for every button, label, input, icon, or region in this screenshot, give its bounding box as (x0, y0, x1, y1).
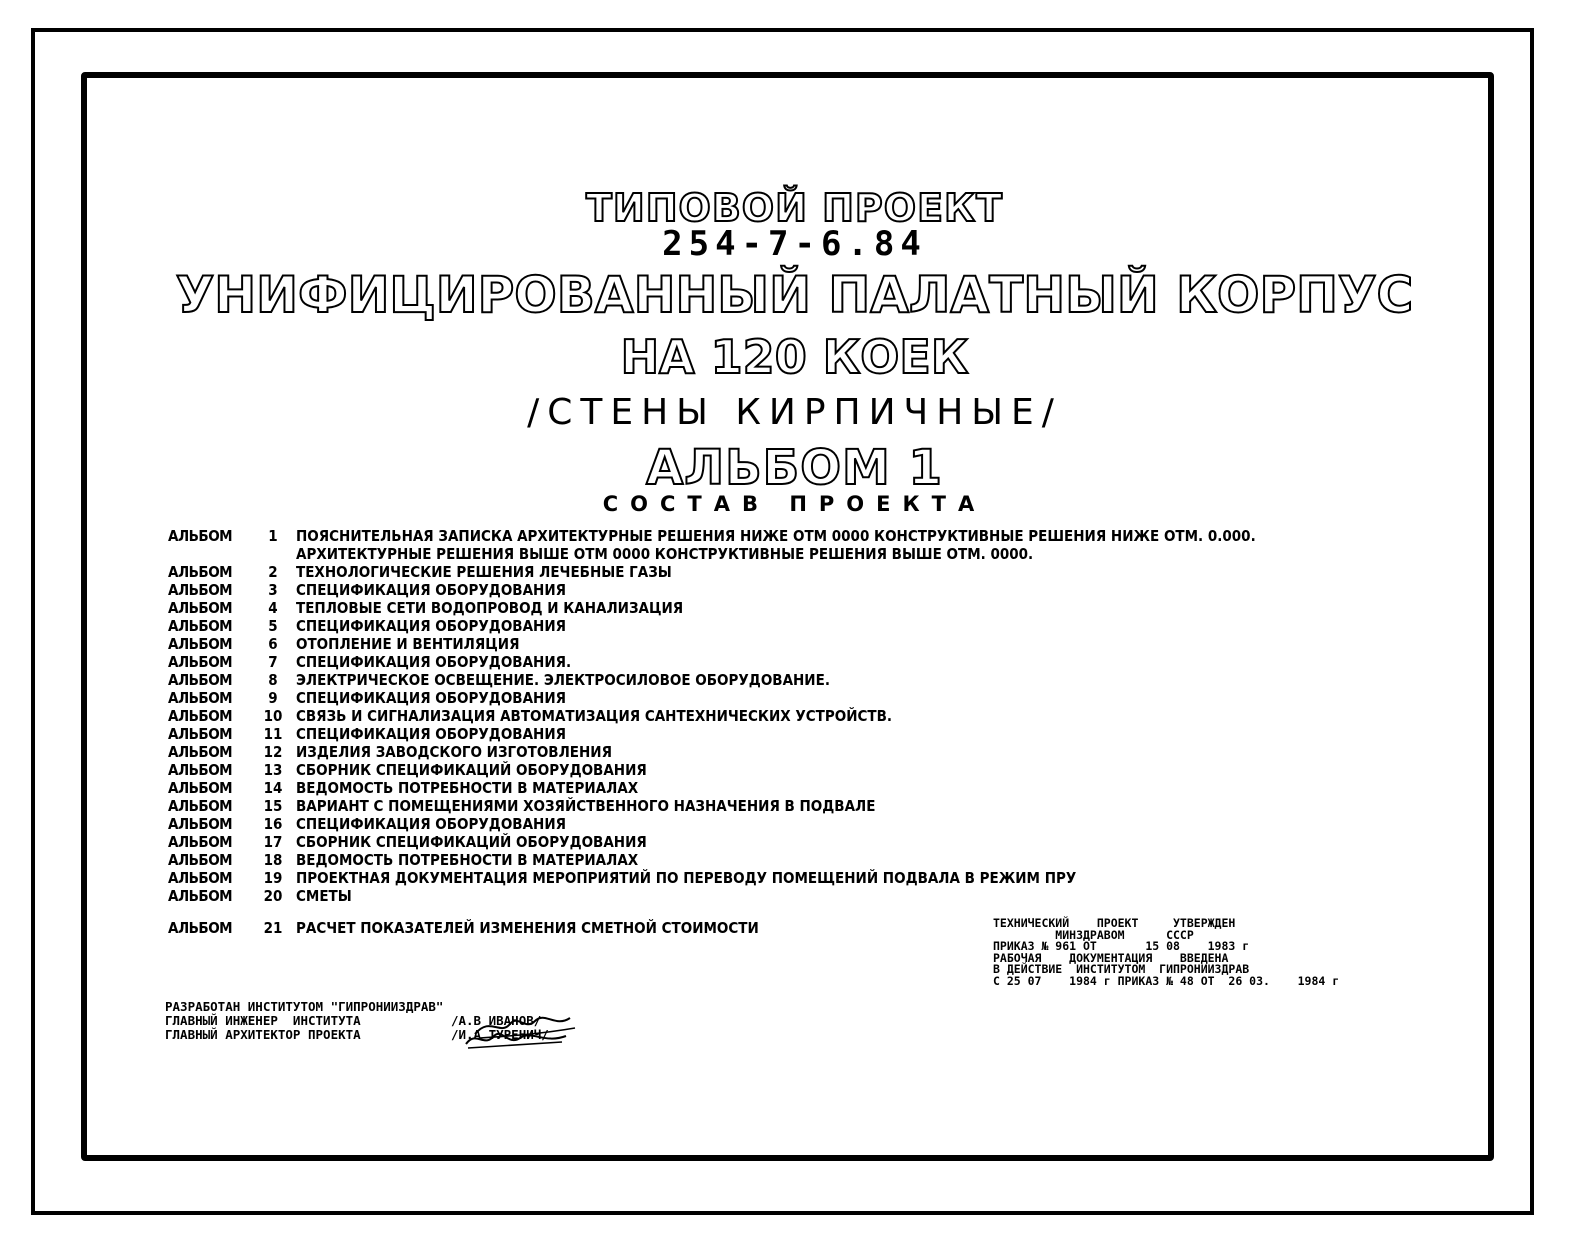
album-number: 3 (268, 581, 278, 599)
album-label: АЛЬБОМ (168, 815, 233, 833)
album-number: 15 (263, 797, 283, 815)
album-row (168, 671, 1368, 689)
album-label: АЛЬБОМ (168, 599, 233, 617)
album-number: 4 (268, 599, 278, 617)
album-label: АЛЬБОМ (168, 617, 233, 635)
album-row (168, 851, 1368, 869)
approval-line: ПРИКАЗ № 961 ОТ 15 08 1983 г (993, 939, 1250, 953)
album-row (168, 779, 1368, 797)
album-row (168, 689, 1368, 707)
album-label: АЛЬБОМ (168, 887, 233, 905)
album-label: АЛЬБОМ (168, 563, 233, 581)
album-row (168, 743, 1368, 761)
project-type-title: ТИПОВОЙ ПРОЕКТ (585, 186, 1004, 230)
album-list (168, 527, 1368, 937)
album-number: 14 (263, 779, 283, 797)
album-label: АЛЬБОМ (168, 779, 233, 797)
album-description: ВАРИАНТ С ПОМЕЩЕНИЯМИ ХОЗЯЙСТВЕННОГО НАЗНАЧЕНИЯ В ПОДВАЛЕ (296, 797, 876, 815)
approval-line: ТЕХНИЧЕСКИЙ ПРОЕКТ УТВЕРЖДЕН (993, 916, 1236, 930)
album-label: АЛЬБОМ (168, 689, 233, 707)
project-name: УНИФИЦИРОВАННЫЙ ПАЛАТНЫЙ КОРПУС (175, 266, 1414, 324)
approval-line: С 25 07 1984 г ПРИКАЗ № 48 ОТ 26 03. 1984 г (993, 973, 1340, 988)
album-row (168, 833, 1368, 851)
approval-line: РАБОЧАЯ ДОКУМЕНТАЦИЯ ВВЕДЕНА (993, 950, 1229, 965)
album-label: АЛЬБОМ (168, 707, 233, 725)
album-row (168, 617, 1368, 635)
developer-line: ГЛАВНЫЙ ИНЖЕНЕР ИНСТИТУТА /А.В ИВАНОВ/ (165, 1013, 542, 1028)
walls-subtitle: /СТЕНЫ КИРПИЧНЫЕ/ (527, 392, 1062, 433)
album-number: 12 (263, 743, 283, 761)
developer-line: РАЗРАБОТАН ИНСТИТУТОМ "ГИПРОНИИЗДРАВ" (165, 999, 444, 1014)
album-number: 16 (263, 815, 283, 833)
album-number: 21 (263, 919, 283, 937)
album-row (168, 869, 1368, 887)
album-description: СВЯЗЬ И СИГНАЛИЗАЦИЯ АВТОМАТИЗАЦИЯ САНТЕХНИЧЕСКИХ УСТРОЙСТВ. (296, 707, 893, 725)
album-description: ЭЛЕКТРИЧЕСКОЕ ОСВЕЩЕНИЕ. ЭЛЕКТРОСИЛОВОЕ ОБОРУДОВАНИЕ. (296, 671, 830, 689)
album-row (168, 887, 1368, 905)
album-row (168, 653, 1368, 671)
approval-line: МИНЗДРАВОМ СССР (993, 927, 1194, 942)
album-number: 9 (268, 689, 278, 707)
album-description: ТЕПЛОВЫЕ СЕТИ ВОДОПРОВОД И КАНАЛИЗАЦИЯ (296, 599, 684, 617)
album-row (168, 707, 1368, 725)
project-capacity: НА 120 КОЕК (620, 330, 969, 384)
album-row (168, 527, 1368, 545)
album-label: АЛЬБОМ (168, 725, 233, 743)
approval-line: В ДЕЙСТВИЕ ИНСТИТУТОМ ГИПРОНИИЗДРАВ (993, 962, 1250, 976)
album-description: ПРОЕКТНАЯ ДОКУМЕНТАЦИЯ МЕРОПРИЯТИЙ ПО ПЕРЕВОДУ ПОМЕЩЕНИЙ ПОДВАЛА В РЕЖИМ ПРУ (296, 869, 1077, 887)
composition-heading: СОСТАВ ПРОЕКТА (602, 492, 987, 516)
album-row (168, 761, 1368, 779)
album-row (168, 797, 1368, 815)
album-description: ТЕХНОЛОГИЧЕСКИЕ РЕШЕНИЯ ЛЕЧЕБНЫЕ ГАЗЫ (296, 563, 672, 581)
album-label: АЛЬБОМ (168, 869, 233, 887)
album-number: 8 (268, 671, 278, 689)
album-description: СПЕЦИФИКАЦИЯ ОБОРУДОВАНИЯ (296, 725, 567, 743)
album-description: ВЕДОМОСТЬ ПОТРЕБНОСТИ В МАТЕРИАЛАХ (296, 851, 639, 869)
album-label: АЛЬБОМ (168, 635, 233, 653)
album-number: 13 (263, 761, 283, 779)
album-number: 2 (268, 563, 278, 581)
album-row (168, 725, 1368, 743)
album-number: 5 (268, 617, 278, 635)
album-title: АЛЬБОМ 1 (646, 440, 943, 496)
album-label (168, 545, 250, 563)
album-description: ОТОПЛЕНИЕ И ВЕНТИЛЯЦИЯ (296, 635, 520, 653)
album-description: СБОРНИК СПЕЦИФИКАЦИЙ ОБОРУДОВАНИЯ (296, 833, 647, 851)
project-number: 254-7-6.84 (662, 224, 927, 264)
album-label: АЛЬБОМ (168, 833, 233, 851)
album-number: 7 (268, 653, 278, 671)
album-row (168, 635, 1368, 653)
album-description: ИЗДЕЛИЯ ЗАВОДСКОГО ИЗГОТОВЛЕНИЯ (296, 743, 612, 761)
album-description: СПЕЦИФИКАЦИЯ ОБОРУДОВАНИЯ (296, 617, 567, 635)
album-description: СПЕЦИФИКАЦИЯ ОБОРУДОВАНИЯ (296, 815, 567, 833)
album-label: АЛЬБОМ (168, 671, 233, 689)
album-label: АЛЬБОМ (168, 743, 233, 761)
album-description: ПОЯСНИТЕЛЬНАЯ ЗАПИСКА АРХИТЕКТУРНЫЕ РЕШЕНИЯ НИЖЕ ОТМ 0000 КОНСТРУКТИВНЫЕ РЕШЕНИЯ НИЖЕ ОТМ. 0.000. (296, 527, 1256, 545)
album-description: СБОРНИК СПЕЦИФИКАЦИЙ ОБОРУДОВАНИЯ (296, 761, 647, 779)
album-label: АЛЬБОМ (168, 919, 233, 937)
chief-architect-signature (462, 1026, 572, 1054)
album-label: АЛЬБОМ (168, 581, 233, 599)
album-number: 17 (263, 833, 283, 851)
album-label: АЛЬБОМ (168, 653, 233, 671)
album-number (250, 545, 296, 563)
album-label: АЛЬБОМ (168, 527, 233, 545)
album-number: 1 (268, 527, 278, 545)
album-description: СМЕТЫ (296, 887, 352, 905)
album-number: 18 (263, 851, 283, 869)
album-label: АЛЬБОМ (168, 761, 233, 779)
album-number: 20 (263, 887, 283, 905)
album-label: АЛЬБОМ (168, 851, 233, 869)
album-description: СПЕЦИФИКАЦИЯ ОБОРУДОВАНИЯ (296, 689, 567, 707)
approval-block (993, 918, 1405, 987)
album-description: РАСЧЕТ ПОКАЗАТЕЛЕЙ ИЗМЕНЕНИЯ СМЕТНОЙ СТОИМОСТИ (296, 919, 759, 937)
album-row (168, 563, 1368, 581)
album-row (168, 815, 1368, 833)
album-description: СПЕЦИФИКАЦИЯ ОБОРУДОВАНИЯ (296, 581, 567, 599)
album-description: СПЕЦИФИКАЦИЯ ОБОРУДОВАНИЯ. (296, 653, 572, 671)
album-number: 10 (263, 707, 283, 725)
album-row (168, 545, 1368, 563)
album-label: АЛЬБОМ (168, 797, 233, 815)
album-number: 11 (263, 725, 283, 743)
album-number: 19 (263, 869, 283, 887)
developer-line: ГЛАВНЫЙ АРХИТЕКТОР ПРОЕКТА /И.А ТУРЕНИЧ/ (165, 1027, 549, 1042)
album-description: ВЕДОМОСТЬ ПОТРЕБНОСТИ В МАТЕРИАЛАХ (296, 779, 639, 797)
album-row (168, 581, 1368, 599)
album-description: АРХИТЕКТУРНЫЕ РЕШЕНИЯ ВЫШЕ ОТМ 0000 КОНСТРУКТИВНЫЕ РЕШЕНИЯ ВЫШЕ ОТМ. 0000. (296, 545, 1034, 563)
album-row (168, 599, 1368, 617)
album-number: 6 (268, 635, 278, 653)
